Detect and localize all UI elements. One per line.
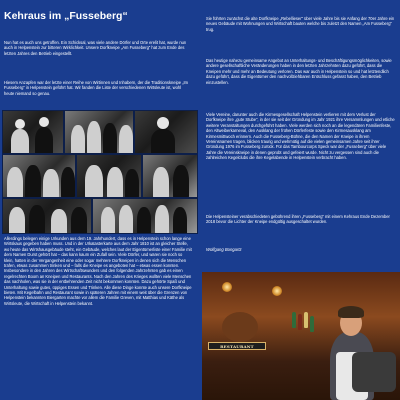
paragraph-right-4: Die Helpensteiner verabschiedeten gebührend ihren „Fusseberg“ mit einem Kehraus Ende Dezember 2018 bevor die Lichter der Kneipe endgültig ausgeschaltet wurden.: [206, 214, 390, 225]
photo-bw-7: [2, 198, 92, 234]
photo-bw-5: [76, 154, 142, 198]
restaurant-sign: RESTAURANT: [208, 342, 266, 350]
photo-bw-1: [2, 110, 64, 154]
photo-bw-4: [2, 154, 76, 198]
paragraph-left-2: Hiesem Anzapfen war der letzte einer Reihe von Wirtinnen und Inhabern, der die Traditionskneipe „Im Fusseberg“ in Helpenstein geführt hat. Wir fanden die Liste der verschiedenen Wirtsleute ist, wohl heute niemand so genau.: [4, 80, 189, 96]
photo-bw-8: [92, 198, 198, 234]
photo-restaurant: [202, 272, 400, 400]
author-name: Wolfgang Bongartz: [206, 247, 242, 252]
paragraph-left-1: Nun hat es auch uns getroffen. Ein Schicksal, was viele andere Dörfer und Orte erelit hat, wurde nun auch in Helpenstein zur bitteren Wirklichkeit. Unsere Dorfkneipe „Am Fusseberg“ hat zum Ende des letzten Jahres den Betrieb eingestellt.: [4, 40, 187, 56]
paragraph-left-3: Allerdings belegen einige Urkunden aus dem 19. Jahrhundert, dass es in Helpenstein schon lange eine Wirtskaus gegeben haben muss. Und in der Urkatasterkarte aus dem Jahr 1810 ist an gleicher Stelle, wo heute das Wirtshausgebäude steht, ein Gebäude, welches laut der Eigentümerliste einer Familie mit dem Namen Durst gehört hat – das kann kaum ein Zufall sein. Viele Dörfer, und waren sie noch so klein, hatten in der Vergangenheit eine oder sogar mehrere Dorfkneipen in denen sich die Menschen trafen, etwas zusammen trinken und – falls die Kneipe es angeboten hat – etwas essen konnten. Insbesondere in den Jahren des Wirtschaftswunders und den folgenden Jahrzehnten gab es einen regelrechten Boom an Kneipen und Restaurants. Nach den Jahren des Krieges wollten viele Menschen das nachholen, was sie in der entbehrenden Zeit nicht bekommen konnten. Dazu gehörte Spaß und Unterhaltung sowie gutes, üppiges Essen und Trinken. Alle diese Dinge konnte auch unsere Dorfkneipe bieten. Mit Kegelbahn und Restaurant sowie in späteren Jahren mit einem weit über die Grenzen von Helpenstein bekannten Biergarten machte vor allem die Familie Greven, mit Matthias und Käthe als Wirtsleute, die Wirtschaft in Helpenstein bekannt.: [4, 236, 192, 306]
photo-bw-6: [142, 154, 198, 198]
paragraph-right-3: Viele Vereine, darunter auch die Kirmesgesellschaft Helpenstein verlieren mit dem Verlust der Dorfkneipe ihre „gute Stube“, in der sie seit der Gründung im Jahr 1921 ihre Versammlungen und etliche weitere Veranstaltungen durchgeführt haben. Viele werden sich noch an die legendären Familienfeste, den Altweiberkarneval, den Ausklang der frühen Dörferfeste sowie den Kirmesausklang am Kirmesmittwoch erinnern. Auch die Fusseberg-Bühne, die den Namen der Kneipe in ihrem Vereinsnamen tragen, blicken traurig und wehmütig auf die vielen gemeinsamen Jahre seit ihrer Gründung 1976 im Fusseberg zurück. Für das Tambourcorps Speck war der „Fusseberg“ über viele Jahre die Vereinskneipe in denen geprobt und gefeiert wurde. Nicht zu vergessen sind auch die zahlreichen Kegelclubs die ihre Kegelabende in Helpenstein verbracht haben.: [206, 112, 395, 161]
photo-bw-2: [64, 110, 134, 154]
paragraph-right-1: Sie führten zunächst die alte Dorfkneipe „Rebellieser“ über viele Jahre bis sie Anfang der 70er Jahre ein neues Gebäude mit Wohnungen und Wirtschaft bauten welche bis zuletzt den Namen „Am Fusseberg“ trug.: [206, 16, 395, 32]
photo-bw-3: [134, 110, 198, 154]
paragraph-right-2: Das heutige nahezu gemeinsame Angebot an Unterhaltungs- und Beschäftigungsmöglichkeiten, sowie andere gesellschaftliche Veränderungen haben in den letzten Jahrzehnten dazu geführt, dass die Kneipen mehr und mehr an Bedeutung verloren. Das war auch in Helpenstein so und hat letztendlich dazu geführt, dass die Eigentümer den nachvollziehbaren Entschluss gefasst haben, den Betrieb einzustellen.: [206, 58, 392, 85]
article-title: Kehraus im „Fusseberg“: [4, 10, 128, 22]
